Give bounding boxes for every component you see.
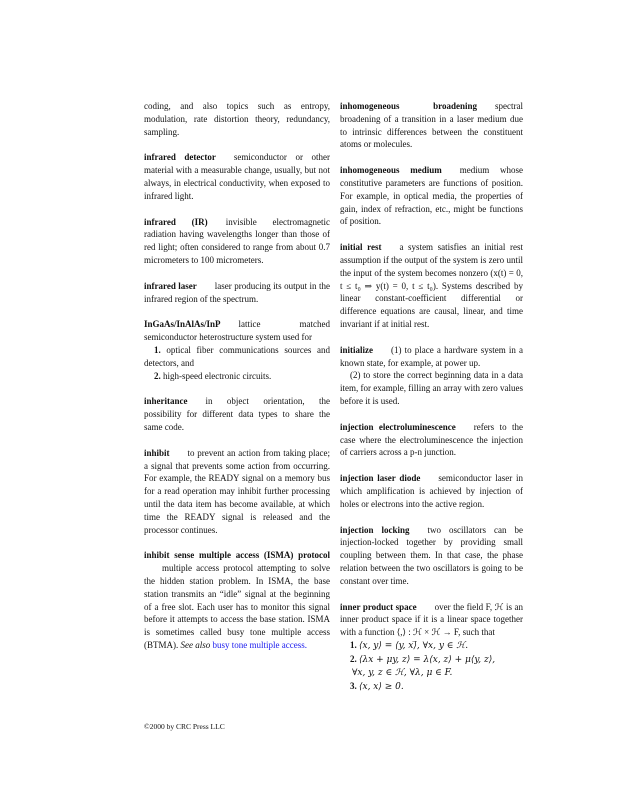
see-also-end: . [304, 639, 307, 650]
term: inhomogeneous medium [340, 165, 442, 176]
term: inhibit sense multiple access (ISMA) protocol [144, 550, 330, 561]
definition: (1) to place a hardware system in a known state, for example, at power up. [340, 344, 523, 368]
entry-ingaas [144, 318, 330, 382]
item-math: ⟨λx + μy, z⟩ = λ⟨x, z⟩ + μ⟨y, z⟩, [359, 654, 496, 665]
definition: lattice matched semiconductor heterostructure system used for [144, 319, 330, 343]
item-text: optical fiber communications sources and detectors, and [144, 344, 330, 368]
term: infrared (IR) [144, 216, 208, 227]
right-column [340, 100, 523, 707]
term: initialize [340, 344, 373, 355]
entry-initial-rest [340, 241, 523, 331]
list-item [340, 680, 523, 694]
term: injection laser diode [340, 473, 421, 484]
entry-inheritance [144, 395, 330, 433]
list-item [340, 653, 523, 681]
item-number: 2. [154, 370, 161, 381]
item-number: 1. [350, 639, 357, 650]
entry-inhomogeneous-broadening [340, 100, 523, 151]
definition: a system satisfies an initial rest assumption if the output of the system is zero until the input of the system becomes nonzero (x(t) = 0, t ≤ t₀ ⇒ y(t) = 0, t ≤ t₀). Systems described by linear constant-coefficient differential or difference equations are causal, linear, and time invariant if at initial rest. [340, 242, 523, 329]
term: injection locking [340, 524, 410, 535]
item-number: 3. [350, 681, 357, 692]
definition: spectral broadening of a transition in a laser medium due to intrinsic differences between the constituent atoms or molecules. [340, 101, 523, 150]
term: inhibit [144, 447, 170, 458]
entry-infrared-laser [144, 280, 330, 306]
definition: medium whose constitutive parameters are functions of position. For example, in optical media, the properties of gain, index of refraction, etc., might be functions of position. [340, 165, 524, 227]
entry-inhibit [144, 447, 330, 537]
term: inner product space [340, 601, 417, 612]
term: inheritance [144, 396, 188, 407]
definition: refers to the case where the electroluminescence the injection of carriers across a p-n junction. [340, 421, 523, 458]
entry-inner-product-space [340, 601, 523, 695]
definition: laser producing its output in the infrared region of the spectrum. [144, 280, 331, 304]
item-math: ⟨x, y⟩ = ⟨y, x⟩̅, ∀x, y ∈ ℋ. [359, 640, 469, 651]
see-also-link[interactable]: busy tone multiple access [212, 639, 305, 650]
term: inhomogeneous broadening [340, 101, 478, 111]
list-item [144, 370, 330, 383]
item-list [144, 344, 330, 382]
entry-isma [144, 549, 330, 651]
item-math-continuation: ∀x, y, z ∈ ℋ, ∀λ, μ ∈ F. [352, 668, 453, 679]
term: infrared laser [144, 280, 197, 291]
definition: semiconductor laser in which amplification is achieved by injection of holes or electrons into the active region. [340, 473, 523, 509]
item-math: ⟨x, x⟩ ≥ 0. [359, 682, 404, 693]
definition: invisible electromagnetic radiation having wavelengths longer than those of red light; often considered to range from about 0.7 micrometers to 100 micrometers. [144, 216, 331, 265]
term: injection electroluminescence [340, 421, 456, 432]
entry-infrared-detector [144, 151, 330, 202]
term: infrared detector [144, 152, 216, 163]
see-also-label: See also [180, 639, 211, 650]
entry-injection-locking [340, 524, 523, 588]
definition: over the field F, ℋ is an inner product space if it is a linear space together with a function ⟨,⟩ : ℋ × ℋ → F, such that [340, 601, 523, 638]
item-list [340, 639, 523, 694]
continuation-text: coding, and also topics such as entropy, modulation, rate distortion theory, redundancy, sampling. [144, 101, 330, 137]
left-column [144, 100, 330, 665]
definition: semiconductor or other material with a measurable change, usually, but not always, in electrical conductivity, when exposed to infrared light. [144, 152, 331, 201]
definition: two oscillators can be injection-locked together by providing small coupling between them. In that case, the phase relation between the two oscillators is going to be constant over time. [340, 524, 523, 586]
definition: multiple access protocol attempting to solve the hidden station problem. In ISMA, the base station transmits an “idle” signal at the beginning of a free slot. Each user has to monitor this signal before it attempts to access the base station. ISMA is sometimes called busy tone multiple access (BTMA). [144, 563, 330, 650]
entry-infrared-ir [144, 216, 330, 267]
definition-paragraph-2: (2) to store the correct beginning data in a data item, for example, filling an array with zero values before it is used. [340, 370, 523, 406]
entry-initialize [340, 344, 523, 408]
item-number: 2. [350, 653, 357, 664]
entry-injection-laser-diode [340, 472, 523, 510]
term: initial rest [340, 242, 382, 253]
copyright-footer: ©2000 by CRC Press LLC [144, 722, 225, 731]
item-number: 1. [154, 344, 161, 355]
list-item [144, 344, 330, 370]
item-text: high-speed electronic circuits. [163, 370, 272, 381]
list-item [340, 639, 523, 653]
definition: in object orientation, the possibility for different data types to share the same code. [144, 396, 330, 432]
entry-inhomogeneous-medium [340, 164, 523, 228]
entry-injection-electroluminescence [340, 421, 523, 459]
term: InGaAs/InAlAs/InP [144, 319, 221, 330]
definition: to prevent an action from taking place; a signal that prevents some action from occurring. For example, the READY signal on a memory bus for a read operation may inhibit further processing until the data item has become available, at which time the READY signal is released and the processor continues. [144, 447, 330, 535]
